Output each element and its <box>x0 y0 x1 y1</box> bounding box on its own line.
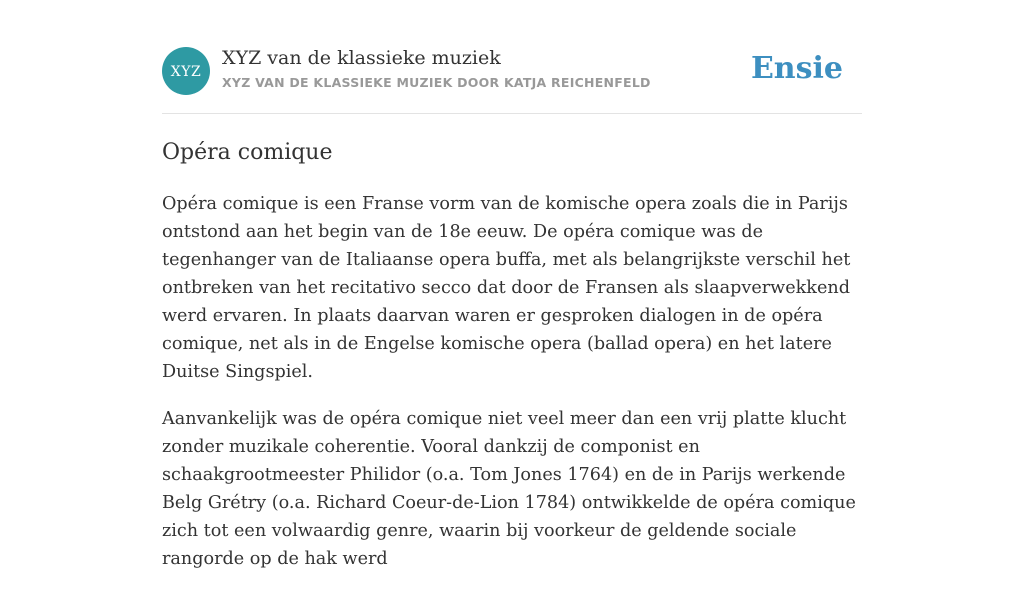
source-title[interactable]: XYZ van de klassieke muziek <box>222 47 501 69</box>
header <box>162 0 862 114</box>
article-paragraph: Opéra comique is een Franse vorm van de komische opera zoals die in Parijs ontstond aan het begin van de 18e eeuw. De opéra comique was de tegenhanger van de Italiaanse opera buffa, met als belangrijkste verschil het ontbreken van het recitativo secco dat door de Fransen als slaapverwekkend werd ervaren. In plaats daarvan waren er gesproken dialogen in de opéra comique, net als in de Engelse komische opera (ballad opera) en het latere Duitse Singspiel. <box>162 194 851 382</box>
article-title: Opéra comique <box>162 140 333 165</box>
source-subtitle: XYZ VAN DE KLASSIEKE MUZIEK DOOR KATJA REICHENFELD <box>222 75 651 90</box>
page-container <box>162 0 862 569</box>
source-logo[interactable] <box>162 47 210 95</box>
article-paragraph: Aanvankelijk was de opéra comique niet veel meer dan een vrij platte klucht zonder muzikale coherentie. Vooral dankzij de componist en schaakgrootmeester Philidor (o.a. Tom Jones 1764) en de in Parijs werkende Belg Grétry (o.a. Richard Coeur-de-Lion 1784) ontwikkelde de opéra comique zich tot een volwaardig genre, waarin bij voorkeur de geldende sociale rangorde op de hak werd <box>162 409 856 569</box>
logo-text: XYZ <box>170 64 202 80</box>
brand-logo-link[interactable]: Ensie <box>750 51 843 86</box>
article-body <box>162 190 862 592</box>
